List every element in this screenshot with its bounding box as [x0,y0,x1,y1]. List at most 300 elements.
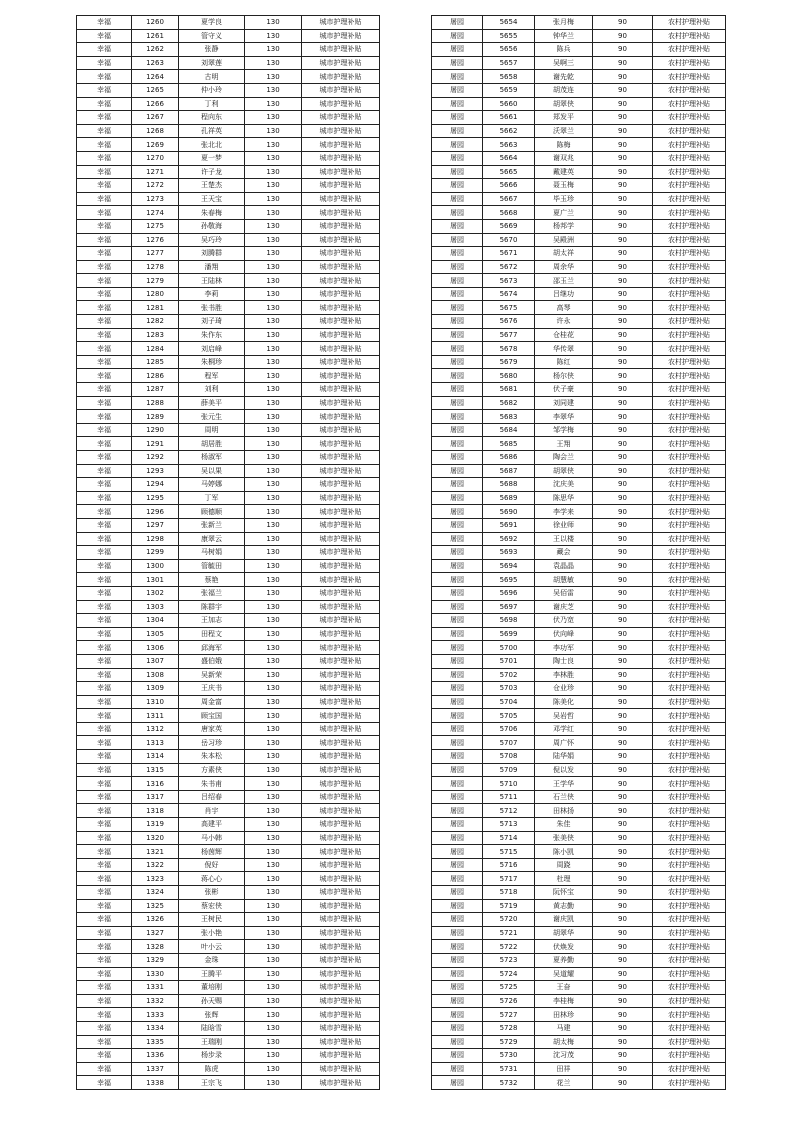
allowance-type-cell: 农村护理补贴 [653,355,726,369]
name-cell: 马小韩 [179,831,245,845]
table-row [432,16,726,30]
table-row [432,600,726,614]
name-cell: 金珠 [179,953,245,967]
district-cell: 屠园 [432,165,483,179]
table-row [432,953,726,967]
amount-cell: 90 [593,16,653,30]
allowance-type-cell: 城市护理补贴 [302,437,380,451]
serial-number-cell: 1335 [132,1035,179,1049]
amount-cell: 90 [593,301,653,315]
district-cell: 屠园 [432,722,483,736]
district-cell: 屠园 [432,627,483,641]
district-cell: 屠园 [432,355,483,369]
table-row [432,899,726,913]
table-row [77,410,380,424]
amount-cell: 90 [593,491,653,505]
serial-number-cell: 1303 [132,600,179,614]
district-cell: 幸福 [77,586,132,600]
allowance-type-cell: 农村护理补贴 [653,70,726,84]
table-row [432,518,726,532]
name-cell: 夏一梦 [179,151,245,165]
serial-number-cell: 1306 [132,641,179,655]
table-row [432,56,726,70]
district-cell: 幸福 [77,1008,132,1022]
allowance-type-cell: 农村护理补贴 [653,763,726,777]
serial-number-cell: 1280 [132,287,179,301]
table-row [77,532,380,546]
name-cell: 藏会 [535,546,593,560]
name-cell: 谢庆凯 [535,913,593,927]
table-row [77,818,380,832]
name-cell: 邵玉兰 [535,274,593,288]
table-row [77,804,380,818]
district-cell: 幸福 [77,750,132,764]
allowance-type-cell: 农村护理补贴 [653,872,726,886]
amount-cell: 90 [593,219,653,233]
allowance-type-cell: 农村护理补贴 [653,777,726,791]
district-cell: 幸福 [77,301,132,315]
name-cell: 高琴 [535,301,593,315]
name-cell: 杨茵辉 [179,845,245,859]
amount-cell: 90 [593,165,653,179]
name-cell: 胡慧敏 [535,573,593,587]
table-row [432,260,726,274]
allowance-type-cell: 农村护理补贴 [653,709,726,723]
table-row [77,668,380,682]
name-cell: 胡翠侠 [535,97,593,111]
name-cell: 王树民 [179,913,245,927]
district-cell: 屠园 [432,287,483,301]
district-cell: 屠园 [432,56,483,70]
amount-cell: 130 [245,1049,302,1063]
district-cell: 屠园 [432,138,483,152]
name-cell: 张书胜 [179,301,245,315]
right-allowance-table [431,15,726,1090]
amount-cell: 130 [245,315,302,329]
allowance-type-cell: 城市护理补贴 [302,845,380,859]
name-cell: 丁军 [179,491,245,505]
district-cell: 幸福 [77,151,132,165]
amount-cell: 130 [245,586,302,600]
amount-cell: 130 [245,505,302,519]
name-cell: 陈虎 [179,1062,245,1076]
amount-cell: 130 [245,192,302,206]
table-row [77,369,380,383]
amount-cell: 130 [245,858,302,872]
table-row [432,872,726,886]
allowance-type-cell: 城市护理补贴 [302,627,380,641]
right-table-body [432,16,726,1090]
amount-cell: 130 [245,1021,302,1035]
amount-cell: 90 [593,1021,653,1035]
amount-cell: 130 [245,818,302,832]
allowance-type-cell: 城市护理补贴 [302,464,380,478]
allowance-type-cell: 城市护理补贴 [302,682,380,696]
district-cell: 幸福 [77,600,132,614]
name-cell: 管守义 [179,29,245,43]
allowance-type-cell: 城市护理补贴 [302,722,380,736]
amount-cell: 130 [245,247,302,261]
allowance-type-cell: 城市护理补贴 [302,981,380,995]
amount-cell: 90 [593,315,653,329]
table-row [77,219,380,233]
district-cell: 屠园 [432,518,483,532]
serial-number-cell: 1324 [132,886,179,900]
allowance-type-cell: 城市护理补贴 [302,709,380,723]
amount-cell: 90 [593,831,653,845]
serial-number-cell: 5687 [483,464,535,478]
table-row [77,899,380,913]
serial-number-cell: 5693 [483,546,535,560]
name-cell: 顾宝国 [179,709,245,723]
allowance-type-cell: 农村护理补贴 [653,818,726,832]
table-row [77,858,380,872]
table-row [432,138,726,152]
district-cell: 幸福 [77,994,132,1008]
name-cell: 朱春梅 [179,206,245,220]
name-cell: 王天宝 [179,192,245,206]
district-cell: 幸福 [77,287,132,301]
district-cell: 屠园 [432,1021,483,1035]
name-cell: 胡茂连 [535,83,593,97]
serial-number-cell: 1265 [132,83,179,97]
allowance-type-cell: 农村护理补贴 [653,736,726,750]
table-row [432,763,726,777]
allowance-type-cell: 城市护理补贴 [302,151,380,165]
amount-cell: 90 [593,111,653,125]
table-row [432,967,726,981]
district-cell: 幸福 [77,383,132,397]
name-cell: 杨步录 [179,1049,245,1063]
district-cell: 屠园 [432,301,483,315]
serial-number-cell: 5727 [483,1008,535,1022]
district-cell: 屠园 [432,967,483,981]
serial-number-cell: 1327 [132,926,179,940]
allowance-type-cell: 城市护理补贴 [302,818,380,832]
name-cell: 王楚杰 [179,179,245,193]
allowance-type-cell: 农村护理补贴 [653,668,726,682]
district-cell: 屠园 [432,437,483,451]
district-cell: 幸福 [77,627,132,641]
serial-number-cell: 5676 [483,315,535,329]
name-cell: 王宗飞 [179,1076,245,1090]
name-cell: 顾德顺 [179,505,245,519]
district-cell: 幸福 [77,722,132,736]
serial-number-cell: 1274 [132,206,179,220]
allowance-type-cell: 城市护理补贴 [302,926,380,940]
allowance-type-cell: 城市护理补贴 [302,546,380,560]
district-cell: 幸福 [77,478,132,492]
serial-number-cell: 5686 [483,451,535,465]
name-cell: 朱本松 [179,750,245,764]
serial-number-cell: 1332 [132,994,179,1008]
serial-number-cell: 5667 [483,192,535,206]
allowance-type-cell: 农村护理补贴 [653,614,726,628]
table-row [432,464,726,478]
table-row [77,165,380,179]
district-cell: 屠园 [432,124,483,138]
serial-number-cell: 1297 [132,518,179,532]
name-cell: 张月梅 [535,16,593,30]
table-row [77,872,380,886]
table-row [432,410,726,424]
serial-number-cell: 1261 [132,29,179,43]
serial-number-cell: 5719 [483,899,535,913]
name-cell: 刘子琦 [179,315,245,329]
amount-cell: 90 [593,586,653,600]
name-cell: 田林珍 [535,1008,593,1022]
amount-cell: 90 [593,790,653,804]
table-row [77,654,380,668]
serial-number-cell: 1272 [132,179,179,193]
allowance-type-cell: 城市护理补贴 [302,777,380,791]
district-cell: 幸福 [77,831,132,845]
amount-cell: 130 [245,274,302,288]
amount-cell: 130 [245,70,302,84]
serial-number-cell: 5701 [483,654,535,668]
amount-cell: 90 [593,451,653,465]
table-row [77,546,380,560]
serial-number-cell: 5685 [483,437,535,451]
district-cell: 幸福 [77,369,132,383]
table-row [432,233,726,247]
name-cell: 沈庆美 [535,478,593,492]
serial-number-cell: 1294 [132,478,179,492]
serial-number-cell: 5706 [483,722,535,736]
serial-number-cell: 5725 [483,981,535,995]
district-cell: 屠园 [432,83,483,97]
allowance-type-cell: 城市护理补贴 [302,695,380,709]
serial-number-cell: 1287 [132,383,179,397]
name-cell: 胡太梅 [535,1035,593,1049]
name-cell: 夏学良 [179,16,245,30]
serial-number-cell: 5681 [483,383,535,397]
name-cell: 仓业珍 [535,682,593,696]
allowance-type-cell: 农村护理补贴 [653,179,726,193]
amount-cell: 90 [593,410,653,424]
allowance-type-cell: 城市护理补贴 [302,518,380,532]
table-row [77,491,380,505]
district-cell: 屠园 [432,709,483,723]
serial-number-cell: 1281 [132,301,179,315]
name-cell: 程军 [179,369,245,383]
amount-cell: 130 [245,709,302,723]
district-cell: 幸福 [77,1049,132,1063]
name-cell: 夏养勤 [535,953,593,967]
amount-cell: 130 [245,886,302,900]
left-table-body [77,16,380,1090]
district-cell: 幸福 [77,355,132,369]
table-row [77,1049,380,1063]
name-cell: 袁晶晶 [535,559,593,573]
amount-cell: 130 [245,831,302,845]
name-cell: 华传翠 [535,342,593,356]
amount-cell: 130 [245,355,302,369]
district-cell: 屠园 [432,16,483,30]
name-cell: 吴巧玲 [179,233,245,247]
district-cell: 屠园 [432,804,483,818]
table-row [432,315,726,329]
amount-cell: 130 [245,206,302,220]
amount-cell: 90 [593,546,653,560]
district-cell: 幸福 [77,43,132,57]
table-row [432,546,726,560]
amount-cell: 90 [593,845,653,859]
table-row [432,845,726,859]
table-row [77,301,380,315]
table-row [432,586,726,600]
table-row [77,1008,380,1022]
serial-number-cell: 1338 [132,1076,179,1090]
serial-number-cell: 1292 [132,451,179,465]
name-cell: 戴建英 [535,165,593,179]
allowance-type-cell: 城市护理补贴 [302,328,380,342]
district-cell: 屠园 [432,614,483,628]
amount-cell: 90 [593,437,653,451]
amount-cell: 130 [245,478,302,492]
allowance-type-cell: 农村护理补贴 [653,722,726,736]
amount-cell: 130 [245,423,302,437]
serial-number-cell: 5657 [483,56,535,70]
serial-number-cell: 1317 [132,790,179,804]
name-cell: 陈兵 [535,43,593,57]
district-cell: 幸福 [77,899,132,913]
allowance-type-cell: 城市护理补贴 [302,233,380,247]
district-cell: 幸福 [77,967,132,981]
table-row [432,301,726,315]
serial-number-cell: 5723 [483,953,535,967]
district-cell: 屠园 [432,926,483,940]
district-cell: 幸福 [77,124,132,138]
name-cell: 吴岩哲 [535,709,593,723]
amount-cell: 90 [593,641,653,655]
allowance-type-cell: 农村护理补贴 [653,423,726,437]
serial-number-cell: 5703 [483,682,535,696]
table-row [432,192,726,206]
serial-number-cell: 5664 [483,151,535,165]
amount-cell: 90 [593,967,653,981]
left-allowance-table [76,15,380,1090]
amount-cell: 90 [593,913,653,927]
amount-cell: 130 [245,383,302,397]
table-row [432,940,726,954]
serial-number-cell: 1296 [132,505,179,519]
amount-cell: 130 [245,926,302,940]
name-cell: 胡居胜 [179,437,245,451]
amount-cell: 130 [245,165,302,179]
serial-number-cell: 1273 [132,192,179,206]
serial-number-cell: 5679 [483,355,535,369]
name-cell: 陶会兰 [535,451,593,465]
amount-cell: 130 [245,953,302,967]
amount-cell: 130 [245,736,302,750]
serial-number-cell: 5699 [483,627,535,641]
serial-number-cell: 5692 [483,532,535,546]
district-cell: 屠园 [432,1035,483,1049]
amount-cell: 90 [593,886,653,900]
name-cell: 陈美化 [535,695,593,709]
amount-cell: 90 [593,179,653,193]
name-cell: 吴殿洲 [535,233,593,247]
district-cell: 屠园 [432,682,483,696]
table-row [77,383,380,397]
serial-number-cell: 1325 [132,899,179,913]
serial-number-cell: 5732 [483,1076,535,1090]
allowance-type-cell: 城市护理补贴 [302,1062,380,1076]
district-cell: 幸福 [77,451,132,465]
district-cell: 幸福 [77,1035,132,1049]
allowance-type-cell: 农村护理补贴 [653,328,726,342]
amount-cell: 90 [593,1049,653,1063]
amount-cell: 130 [245,287,302,301]
table-row [77,16,380,30]
table-row [77,97,380,111]
serial-number-cell: 5711 [483,790,535,804]
serial-number-cell: 5702 [483,668,535,682]
allowance-type-cell: 城市护理补贴 [302,70,380,84]
table-row [77,464,380,478]
table-row [77,967,380,981]
allowance-type-cell: 农村护理补贴 [653,219,726,233]
district-cell: 屠园 [432,233,483,247]
name-cell: 蒋心心 [179,872,245,886]
allowance-type-cell: 农村护理补贴 [653,899,726,913]
allowance-type-cell: 农村护理补贴 [653,43,726,57]
allowance-type-cell: 农村护理补贴 [653,518,726,532]
name-cell: 盛伯娥 [179,654,245,668]
allowance-type-cell: 农村护理补贴 [653,151,726,165]
allowance-type-cell: 农村护理补贴 [653,750,726,764]
serial-number-cell: 1282 [132,315,179,329]
allowance-type-cell: 城市护理补贴 [302,886,380,900]
amount-cell: 130 [245,179,302,193]
serial-number-cell: 1278 [132,260,179,274]
district-cell: 幸福 [77,872,132,886]
serial-number-cell: 5717 [483,872,535,886]
amount-cell: 90 [593,818,653,832]
serial-number-cell: 5672 [483,260,535,274]
district-cell: 屠园 [432,546,483,560]
serial-number-cell: 5715 [483,845,535,859]
allowance-type-cell: 农村护理补贴 [653,858,726,872]
name-cell: 陈梅 [535,138,593,152]
table-row [432,886,726,900]
district-cell: 屠园 [432,179,483,193]
amount-cell: 130 [245,410,302,424]
allowance-type-cell: 城市护理补贴 [302,532,380,546]
district-cell: 屠园 [432,491,483,505]
table-row [77,287,380,301]
district-cell: 幸福 [77,913,132,927]
serial-number-cell: 5710 [483,777,535,791]
serial-number-cell: 1284 [132,342,179,356]
amount-cell: 130 [245,899,302,913]
serial-number-cell: 1321 [132,845,179,859]
allowance-type-cell: 城市护理补贴 [302,994,380,1008]
table-row [432,342,726,356]
name-cell: 倪好 [179,858,245,872]
serial-number-cell: 5724 [483,967,535,981]
name-cell: 孙敬海 [179,219,245,233]
allowance-type-cell: 农村护理补贴 [653,831,726,845]
table-row [432,682,726,696]
allowance-type-cell: 农村护理补贴 [653,410,726,424]
amount-cell: 130 [245,845,302,859]
serial-number-cell: 5670 [483,233,535,247]
amount-cell: 90 [593,369,653,383]
amount-cell: 130 [245,641,302,655]
district-cell: 屠园 [432,790,483,804]
